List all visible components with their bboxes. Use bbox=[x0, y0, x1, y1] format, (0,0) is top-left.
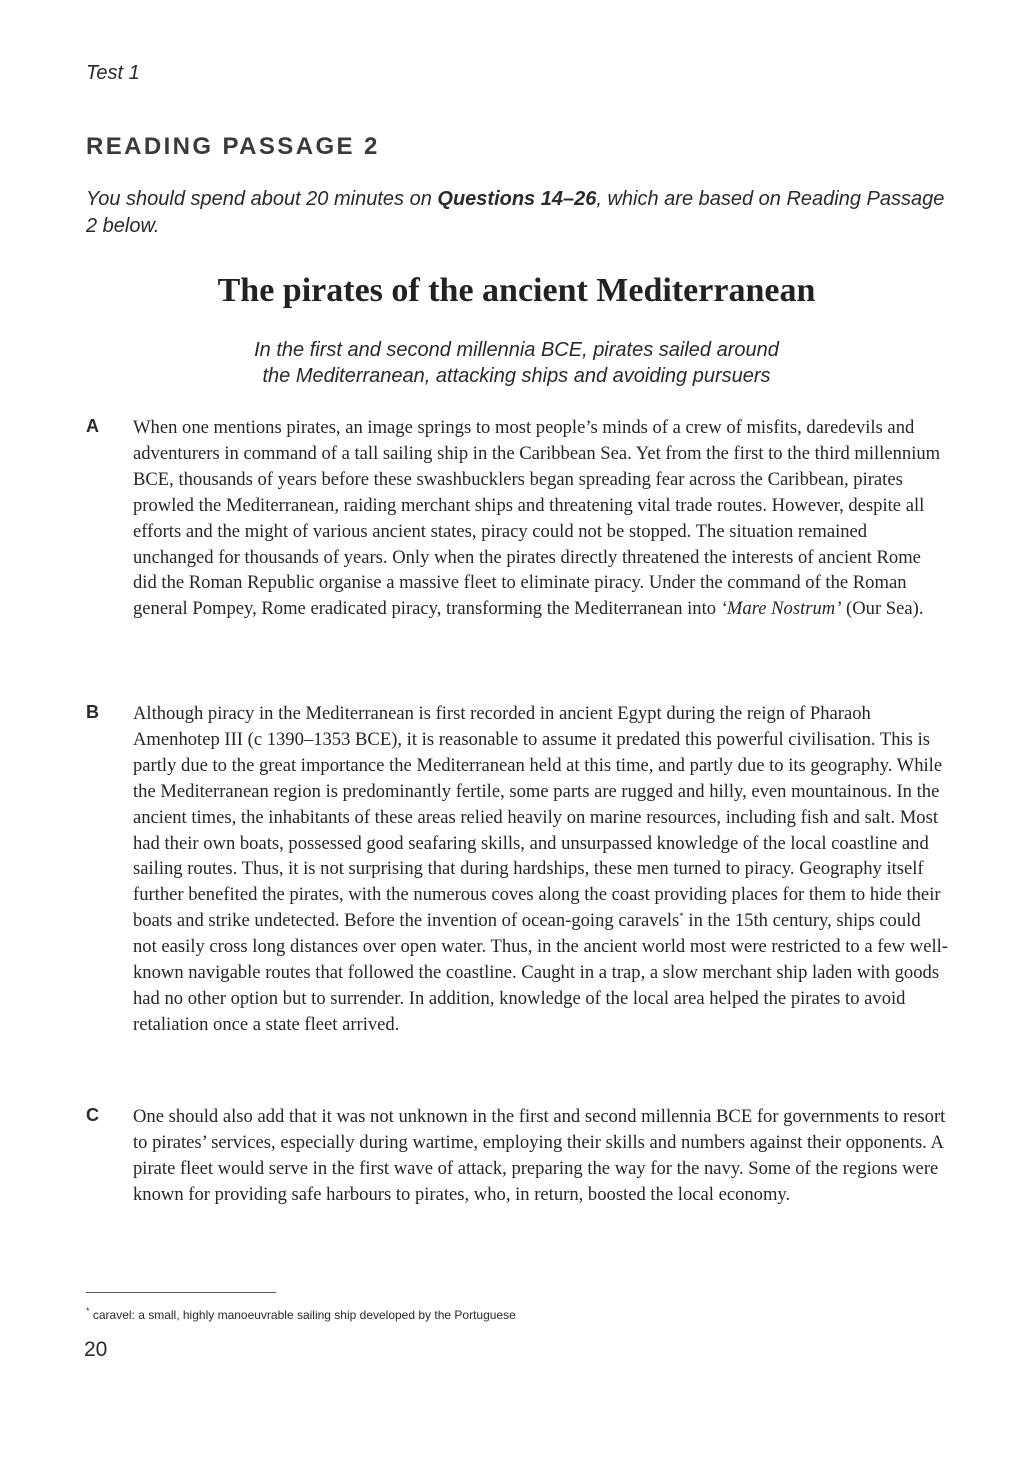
footnote-mark: * bbox=[86, 1306, 90, 1316]
paragraph-a-text-end: (Our Sea). bbox=[841, 598, 924, 620]
subtitle-line-2: the Mediterranean, attacking ships and avoiding pursuers bbox=[262, 365, 771, 387]
paragraph-a-text: When one mentions pirates, an image springs to most people’s minds of a crew of misfits, daredevils and adventurers in command of a tall sailing ship in the Caribbean Sea. Yet from the first to the third millennium BCE, thousands of years before these swashbucklers began spreading fear across the Caribbean, pirates prowled the Mediterranean, raiding merchant ships and threatening vital trade routes. However, despite all efforts and the might of various ancient states, piracy could not be stopped. The situation remained unchanged for thousands of years. Only when the pirates directly threatened the interests of ancient Rome did the Roman Republic organise a massive fleet to eliminate piracy. Under the command of the Roman general Pompey, Rome eradicated piracy, transforming the Mediterranean into bbox=[133, 417, 941, 620]
test-label: Test 1 bbox=[86, 62, 140, 84]
footnote-divider bbox=[86, 1292, 276, 1293]
passage-heading: READING PASSAGE 2 bbox=[86, 133, 380, 160]
page-number: 20 bbox=[84, 1338, 108, 1361]
article-subtitle bbox=[0, 337, 1033, 389]
paragraph-b-text-end: in the 15th century, ships could not easily cross long distances over open water. Thus, in the ancient world most were restricted to a few well-known navigable routes that followed the coastline. Caught in a trap, a slow merchant ship laden with goods had no other option but to surrender. In addition, knowledge of the local area helped the pirates to avoid retaliation once a state fleet arrived. bbox=[133, 910, 948, 1035]
instructions-questions: Questions 14–26 bbox=[437, 188, 597, 210]
paragraph-b bbox=[133, 701, 948, 1038]
paragraph-letter-c: C bbox=[86, 1105, 99, 1125]
paragraph-a-latin-term: ‘Mare Nostrum’ bbox=[720, 598, 842, 620]
paragraph-letter-a: A bbox=[86, 416, 99, 436]
subtitle-line-1: In the first and second millennia BCE, pirates sailed around bbox=[254, 339, 779, 361]
paragraph-letter-b: B bbox=[86, 702, 99, 722]
footnote-text: caravel: a small, highly manoeuvrable sailing ship developed by the Portuguese bbox=[89, 1308, 516, 1322]
footnote-marker: * bbox=[679, 911, 684, 922]
article-title: The pirates of the ancient Mediterranean bbox=[217, 272, 816, 309]
paragraph-b-text: Although piracy in the Mediterranean is first recorded in ancient Egypt during the reign of Pharaoh Amenhotep III (c 1390–1353 BCE), it is reasonable to assume it predated this powerful civilisation. This is partly due to the great importance the Mediterranean held at this time, and partly due to its geography. While the Mediterranean region is predominantly fertile, some parts are rugged and hilly, even mountainous. In the ancient times, the inhabitants of these areas relied heavily on marine resources, including fish and salt. Most had their own boats, possessed good seafaring skills, and unsurpassed knowledge of the local coastline and sailing routes. Thus, it is not surprising that during hardships, these men turned to piracy. Geography itself further benefited the pirates, with the numerous coves along the coast providing places for them to hide their boats and strike undetected. Before the invention of ocean-going caravels bbox=[133, 703, 943, 932]
instructions-after: , which are based on Reading Passage 2 below. bbox=[86, 188, 945, 237]
instructions-before: You should spend about 20 minutes on bbox=[86, 188, 438, 210]
paragraph-a bbox=[133, 415, 948, 622]
paragraph-c: One should also add that it was not unknown in the first and second millennia BCE for governments to resort to pirates’ services, especially during wartime, employing their skills and numbers against their opponents. A pirate fleet would serve in the first wave of attack, preparing the way for the navy. Some of the regions were known for providing safe harbours to pirates, who, in return, boosted the local economy. bbox=[133, 1106, 946, 1205]
instructions bbox=[86, 186, 956, 240]
footnote bbox=[86, 1308, 516, 1322]
